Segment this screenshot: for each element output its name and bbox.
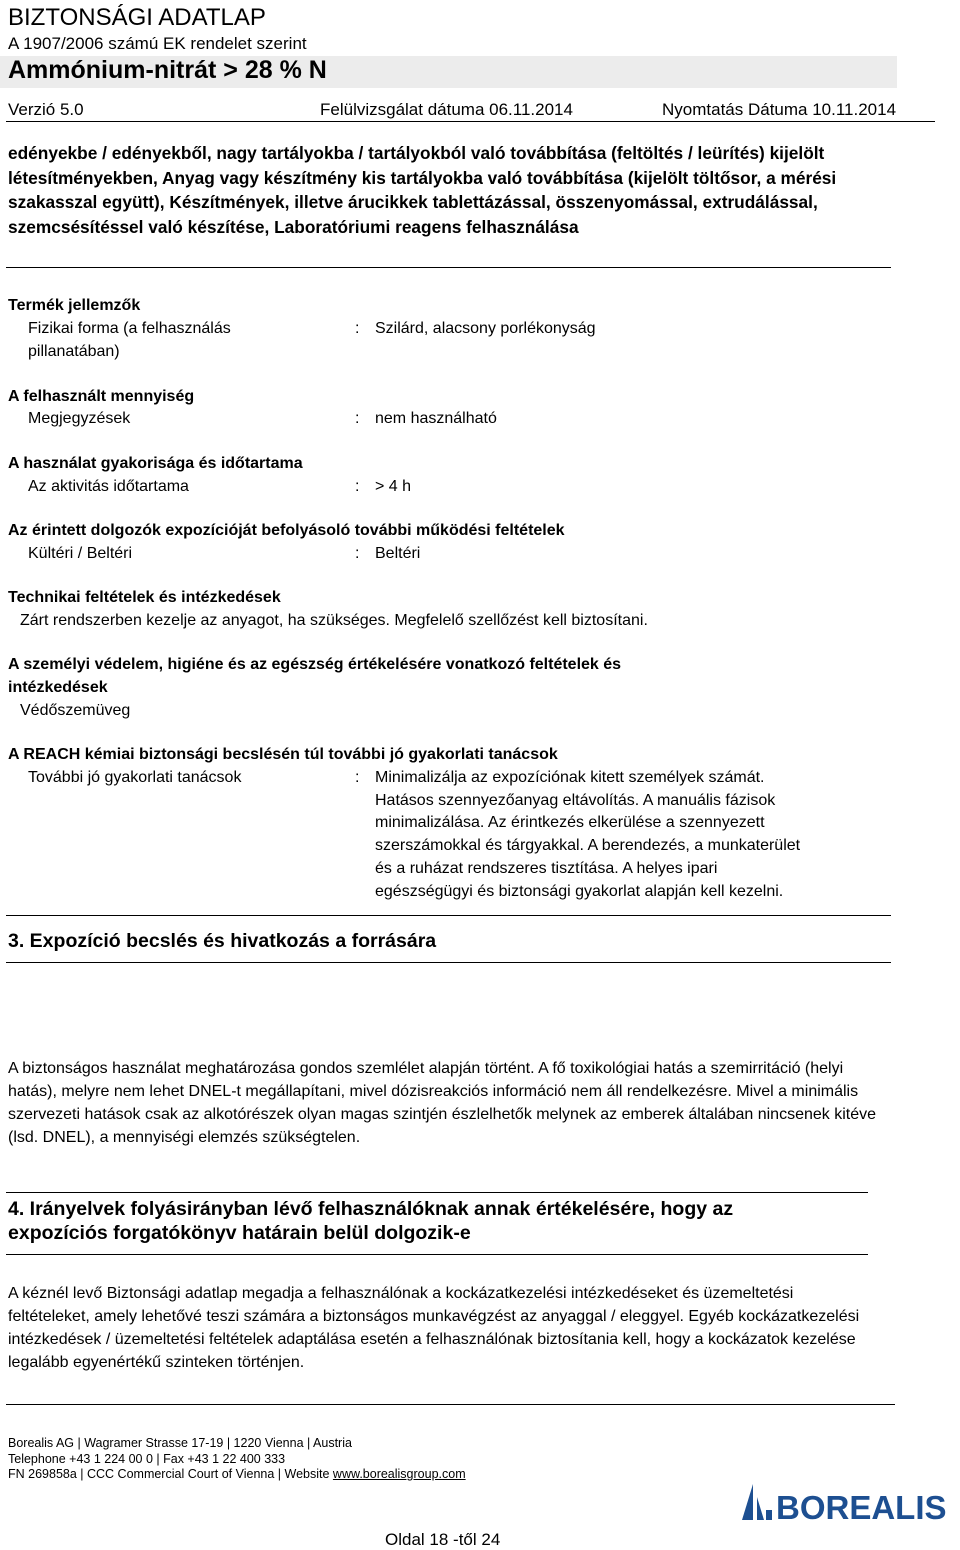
personal-protection-heading: A személyi védelem, higiéne és az egészség értékelésére vonatkozó feltételek és [8, 656, 622, 673]
technical-conditions-heading: Technikai feltételek és intézkedések [8, 589, 281, 606]
borealis-logo [740, 1480, 955, 1527]
personal-protection-text: Védőszemüveg [20, 702, 131, 719]
divider [6, 1192, 868, 1193]
document-title: BIZTONSÁGI ADATLAP [8, 4, 266, 31]
use-descriptor-text: edényekbe / edényekből, nagy tartályokba / tartályokból való továbbítása (feltöltés / leürítés) kijelölt létesítményekben, Anyag vagy készítmény kis tartályokba való továbbítása (kijelölt töltősor, a mérési szakasszal együtt), Készítmények, illetve árucikkek tablettázással, összenyomással, extrudálással, szemcsésítéssel való készítése, Laboratóriumi reagens felhasználása [8, 143, 837, 237]
divider [6, 267, 891, 268]
amount-used-heading: A felhasznált mennyiség [8, 388, 195, 405]
borealis-logo-icon [740, 1480, 955, 1522]
footer-rule [6, 1404, 895, 1405]
company-registration: FN 269858a | CCC Commercial Court of Vienna | Website www.borealisgroup.com [8, 1467, 466, 1481]
activity-duration-label: Az aktivitás időtartama [28, 478, 189, 495]
revision-date: Felülvizsgálat dátuma 06.11.2014 [320, 100, 573, 119]
separator: : [355, 410, 360, 427]
section-3-paragraph: A biztonságos használat meghatározása gondos szemlélet alapján történt. A fő toxikológiai hatás a szemirritáció (helyi hatás), melyre nem lehet DNEL-t megállapítani, mivel dózisreakciós információ nem áll rendelkezésre. Mivel a minimális szervezeti hatások csak az alkotórészek olyan magas szintjén észlelhetők melynek az emberek általában nincsenek kitéve (lsd. DNEL), a mennyiségi elemzés szükségtelen. [8, 1060, 876, 1147]
indoor-outdoor-value: Beltéri [375, 545, 421, 562]
technical-conditions-text: Zárt rendszerben kezelje az anyagot, ha szükséges. Megfelelő szellőzést kell biztosítani. [20, 612, 648, 629]
section-4-title-cont: expozíciós forgatókönyv határain belül dolgozik-e [8, 1222, 471, 1244]
separator: : [355, 769, 360, 786]
frequency-heading: A használat gyakorisága és időtartama [8, 455, 303, 472]
remarks-value: nem használható [375, 410, 497, 427]
page-number: Oldal 18 -től 24 [385, 1530, 501, 1549]
separator: : [355, 478, 360, 495]
good-practice-text: Minimalizálja az expozíciónak kitett személyek számát. Hatásos szennyezőanyag eltávolítás. A manuális fázisok minimalizálása. Az érintkezés elkerülése a szennyezett szerszámokkal és tárgyakkal. A berendezés, a munkaterület és a ruházat rendszeres tisztítása. A helyes ipari egészségügyi és biztonsági gyakorlat alapján kell kezelni. [375, 769, 801, 900]
personal-protection-heading-cont: intézkedések [8, 679, 108, 696]
separator: : [355, 320, 360, 337]
section-4-title: 4. Irányelvek folyásirányban lévő felhasználóknak annak értékelésére, hogy az [8, 1198, 734, 1220]
section-3-title: 3. Expozíció becslés és hivatkozás a forrására [8, 930, 437, 952]
divider [6, 1254, 868, 1255]
product-name: Ammónium-nitrát > 28 % N [8, 56, 327, 84]
indoor-outdoor-label: Kültéri / Beltéri [28, 545, 133, 562]
divider [6, 962, 891, 963]
logo-text: BOREALIS [776, 1489, 947, 1522]
print-date: Nyomtatás Dátuma 10.11.2014 [662, 100, 897, 119]
regulation-reference: A 1907/2006 számú EK rendelet szerint [8, 34, 307, 53]
activity-duration-value: > 4 h [375, 478, 412, 495]
website-link[interactable]: www.borealisgroup.com [332, 1467, 466, 1481]
divider [6, 915, 891, 916]
header-rule [6, 121, 935, 122]
separator: : [355, 545, 360, 562]
remarks-label: Megjegyzések [28, 410, 131, 427]
company-phone: Telephone +43 1 224 00 0 | Fax +43 1 22 400 333 [8, 1452, 286, 1466]
good-practice-label: További jó gyakorlati tanácsok [28, 769, 242, 786]
physical-form-label: Fizikai forma (a felhasználás [28, 320, 231, 337]
section-4-paragraph: A kéznél levő Biztonsági adatlap megadja a felhasználónak a kockázatkezelési intézkedéseket és üzemeltetési feltételeket, amely lehetővé teszi számára a biztonságos munkavégzést az anyaggal / eleggyel. Egyéb kockázatkezelési intézkedések / üzemeltetési feltételek adaptálása esetén a felhasználónak biztosítania kell, hogy a kockázatok kezelése legalább egyenértékű szinteken történjen. [8, 1285, 860, 1372]
version: Verzió 5.0 [8, 100, 84, 119]
good-practice-heading: A REACH kémiai biztonsági becslésén túl további jó gyakorlati tanácsok [8, 746, 558, 763]
product-characteristics-heading: Termék jellemzők [8, 297, 141, 314]
physical-form-value: Szilárd, alacsony porlékonyság [375, 320, 596, 337]
operational-conditions-heading: Az érintett dolgozók expozícióját befolyásoló további működési feltételek [8, 522, 565, 539]
physical-form-label-cont: pillanatában) [28, 343, 120, 360]
company-address: Borealis AG | Wagramer Strasse 17-19 | 1220 Vienna | Austria [8, 1436, 352, 1450]
